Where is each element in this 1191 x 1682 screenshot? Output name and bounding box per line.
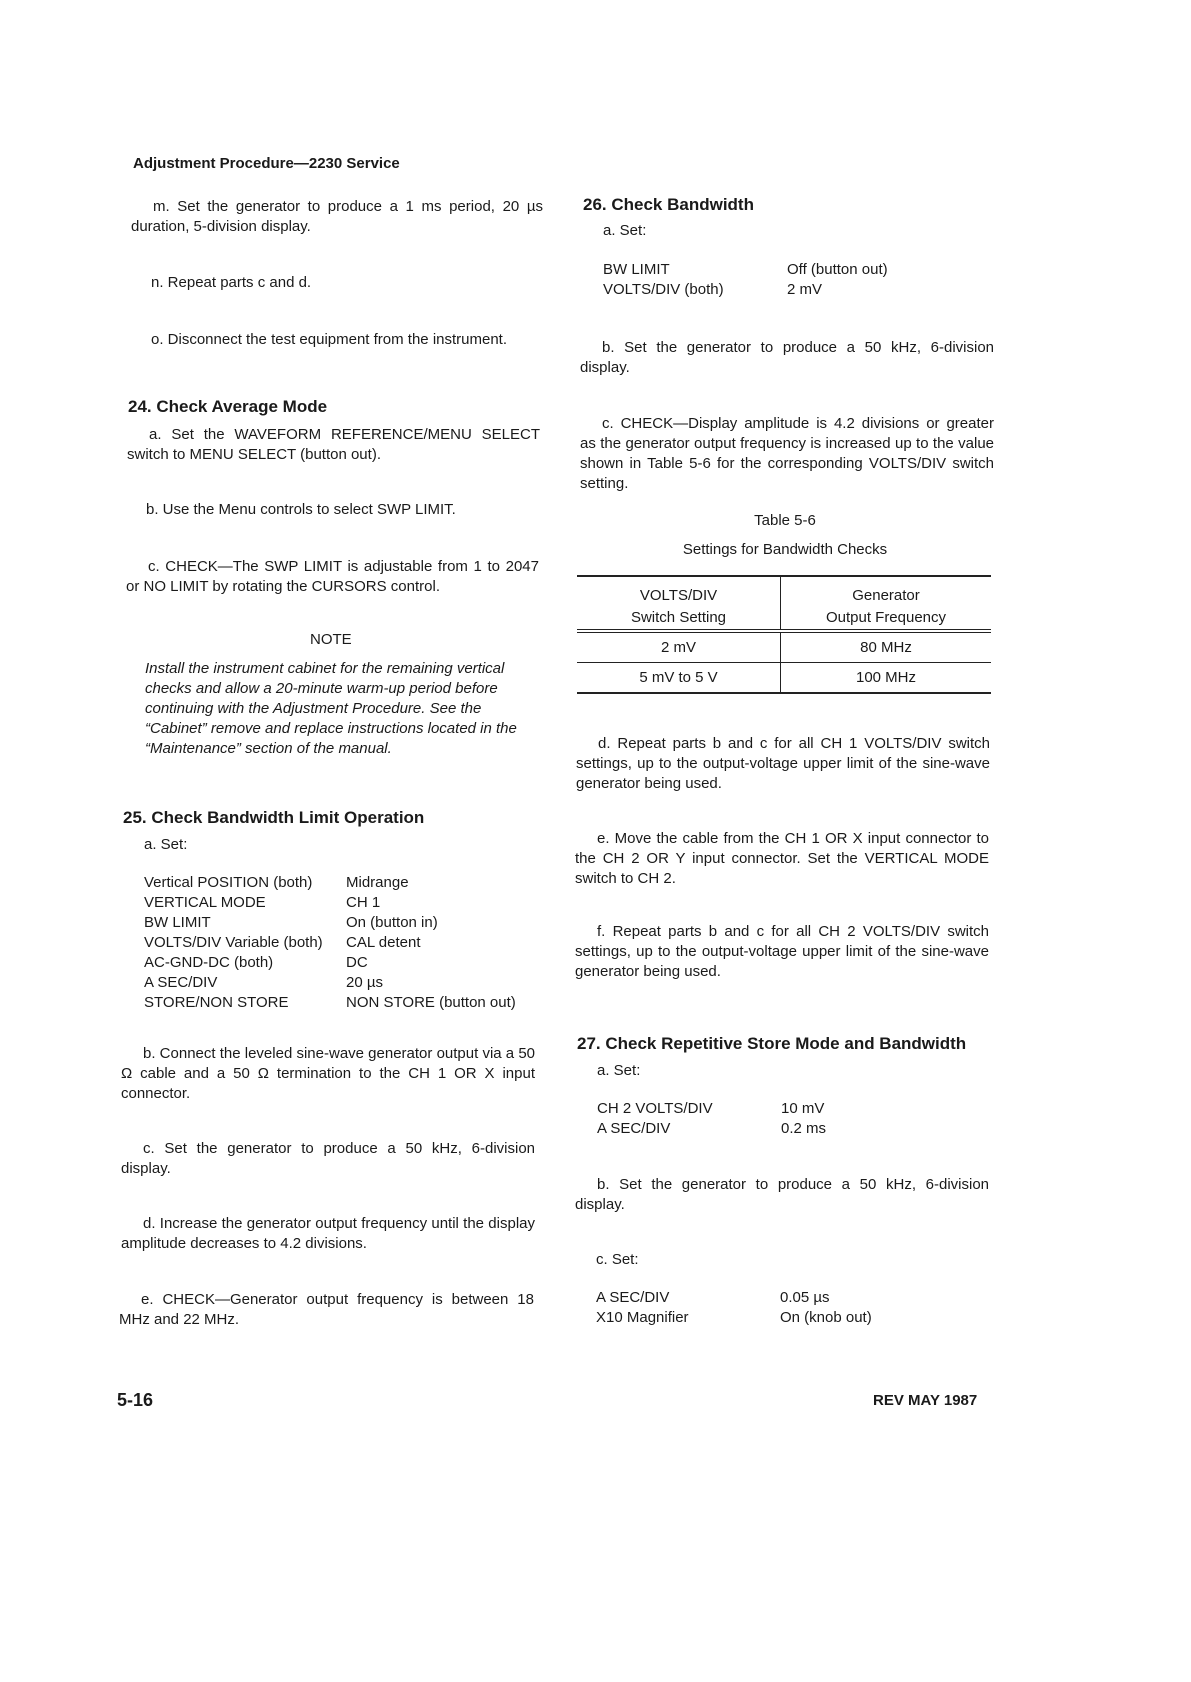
setting-value: 20 µs — [346, 974, 383, 991]
table-cell-setting: 2 mV — [577, 631, 781, 663]
setting-key: VERTICAL MODE — [144, 894, 266, 911]
settings-row — [144, 873, 544, 893]
table-row — [577, 631, 991, 663]
setting-key: X10 Magnifier — [596, 1309, 689, 1326]
table-title: Settings for Bandwidth Checks — [682, 541, 888, 558]
settings-row — [597, 1119, 957, 1139]
note-text: Install the instrument cabinet for the remaining vertical checks and allow a 20-minute warm-up period before continuing with the Adjustment Procedure. See the “Cabinet” remove and replace instructions located in the “Maintenance” section of the manual. — [145, 660, 517, 757]
setting-value: On (button in) — [346, 914, 438, 931]
revision-date: REV MAY 1987 — [873, 1392, 978, 1409]
section-25-title: 25. Check Bandwidth Limit Operation — [123, 808, 425, 827]
col2-line1: Generator — [852, 587, 920, 604]
setting-value: Midrange — [346, 874, 409, 891]
setting-key: A SEC/DIV — [596, 1289, 670, 1306]
section-26-step-e: e. Move the cable from the CH 1 OR X input connector to the CH 2 OR Y input connector. Set the VERTICAL MODE switch to CH 2. — [575, 830, 989, 887]
col2-line2: Output Frequency — [825, 609, 947, 626]
table-cell-frequency: 80 MHz — [860, 639, 912, 656]
section-25-step-a: a. Set: — [144, 836, 188, 853]
setting-key: VOLTS/DIV Variable (both) — [144, 934, 323, 951]
settings-row — [144, 993, 544, 1013]
section-27-title: 27. Check Repetitive Store Mode and Bandwidth — [577, 1034, 967, 1053]
section-27-step-a: a. Set: — [597, 1062, 641, 1079]
setting-value: NON STORE (button out) — [346, 994, 516, 1011]
settings-row — [596, 1288, 956, 1308]
setting-key: STORE/NON STORE — [144, 994, 289, 1011]
section-26-title: 26. Check Bandwidth — [583, 195, 754, 214]
settings-row — [144, 953, 544, 973]
page-number: 5-16 — [117, 1390, 154, 1410]
setting-value: 0.2 ms — [781, 1120, 827, 1137]
settings-row — [596, 1308, 956, 1328]
table-label: Table 5-6 — [754, 512, 816, 529]
section-24-step-a: a. Set the WAVEFORM REFERENCE/MENU SELECT switch to MENU SELECT (button out). — [127, 426, 540, 463]
setting-key: BW LIMIT — [144, 914, 211, 931]
section-27-step-b: b. Set the generator to produce a 50 kHz, 6-division display. — [575, 1176, 989, 1213]
settings-row — [144, 973, 544, 993]
step-o: o. Disconnect the test equipment from the instrument. — [151, 331, 508, 348]
table-header-row — [577, 576, 991, 631]
section-25-step-b: b. Connect the leveled sine-wave generator output via a 50 Ω cable and a 50 Ω termination to the CH 1 OR X input connector. — [121, 1045, 535, 1102]
setting-key: BW LIMIT — [603, 261, 670, 278]
setting-value: On (knob out) — [780, 1309, 872, 1326]
step-m: m. Set the generator to produce a 1 ms period, 20 µs duration, 5-division display. — [131, 198, 543, 235]
running-header: Adjustment Procedure—2230 Service — [133, 155, 400, 172]
setting-value: Off (button out) — [787, 261, 888, 278]
column-header-generator — [781, 576, 992, 631]
note-title: NOTE — [310, 631, 352, 648]
section-24-step-c: c. CHECK—The SWP LIMIT is adjustable from 1 to 2047 or NO LIMIT by rotating the CURSORS control. — [126, 558, 539, 595]
col1-line2: Switch Setting — [630, 609, 727, 626]
setting-key: A SEC/DIV — [597, 1120, 671, 1137]
section-25-step-c: c. Set the generator to produce a 50 kHz, 6-division display. — [121, 1140, 535, 1177]
setting-key: Vertical POSITION (both) — [144, 874, 313, 891]
section-26-step-c: c. CHECK—Display amplitude is 4.2 divisions or greater as the generator output frequency is increased up to the value shown in Table 5-6 for the corresponding VOLTS/DIV switch setting. — [580, 415, 994, 492]
settings-row — [144, 933, 544, 953]
section-25-step-d: d. Increase the generator output frequency until the display amplitude decreases to 4.2 divisions. — [121, 1215, 535, 1252]
setting-value: DC — [346, 954, 368, 971]
section-24-step-b: b. Use the Menu controls to select SWP LIMIT. — [146, 501, 456, 518]
col1-line1: VOLTS/DIV — [639, 587, 718, 604]
section-26-step-d: d. Repeat parts b and c for all CH 1 VOLTS/DIV switch settings, up to the output-voltage upper limit of the sine-wave generator being used. — [576, 735, 990, 792]
table-cell-frequency: 100 MHz — [855, 669, 917, 686]
settings-row — [603, 260, 963, 280]
settings-row — [597, 1099, 957, 1119]
section-27-step-c: c. Set: — [596, 1251, 639, 1268]
settings-row — [144, 913, 544, 933]
table-row — [577, 663, 991, 694]
section-27-settings-c — [596, 1288, 956, 1328]
bandwidth-table — [577, 575, 991, 694]
settings-row — [144, 893, 544, 913]
setting-value: CH 1 — [346, 894, 381, 911]
setting-key: VOLTS/DIV (both) — [603, 281, 724, 298]
table-cell-setting: 5 mV to 5 V — [577, 663, 781, 694]
setting-value: CAL detent — [346, 934, 421, 951]
section-26-step-b: b. Set the generator to produce a 50 kHz, 6-division display. — [580, 339, 994, 376]
section-25-step-e: e. CHECK—Generator output frequency is between 18 MHz and 22 MHz. — [119, 1291, 534, 1328]
setting-key: CH 2 VOLTS/DIV — [597, 1100, 713, 1117]
setting-key: A SEC/DIV — [144, 974, 218, 991]
section-26-settings — [603, 260, 963, 300]
section-26-step-f: f. Repeat parts b and c for all CH 2 VOLTS/DIV switch settings, up to the output-voltage upper limit of the sine-wave generator being used. — [575, 923, 989, 980]
settings-row — [603, 280, 963, 300]
section-27-settings-a — [597, 1099, 957, 1139]
section-25-settings — [144, 873, 544, 1013]
section-24-title: 24. Check Average Mode — [128, 397, 328, 416]
setting-value: 2 mV — [787, 281, 823, 298]
section-26-step-a: a. Set: — [603, 222, 647, 239]
setting-value: 10 mV — [781, 1100, 825, 1117]
column-header-volts-div — [577, 576, 781, 631]
setting-value: 0.05 µs — [780, 1289, 830, 1306]
step-n: n. Repeat parts c and d. — [151, 274, 312, 291]
setting-key: AC-GND-DC (both) — [144, 954, 274, 971]
